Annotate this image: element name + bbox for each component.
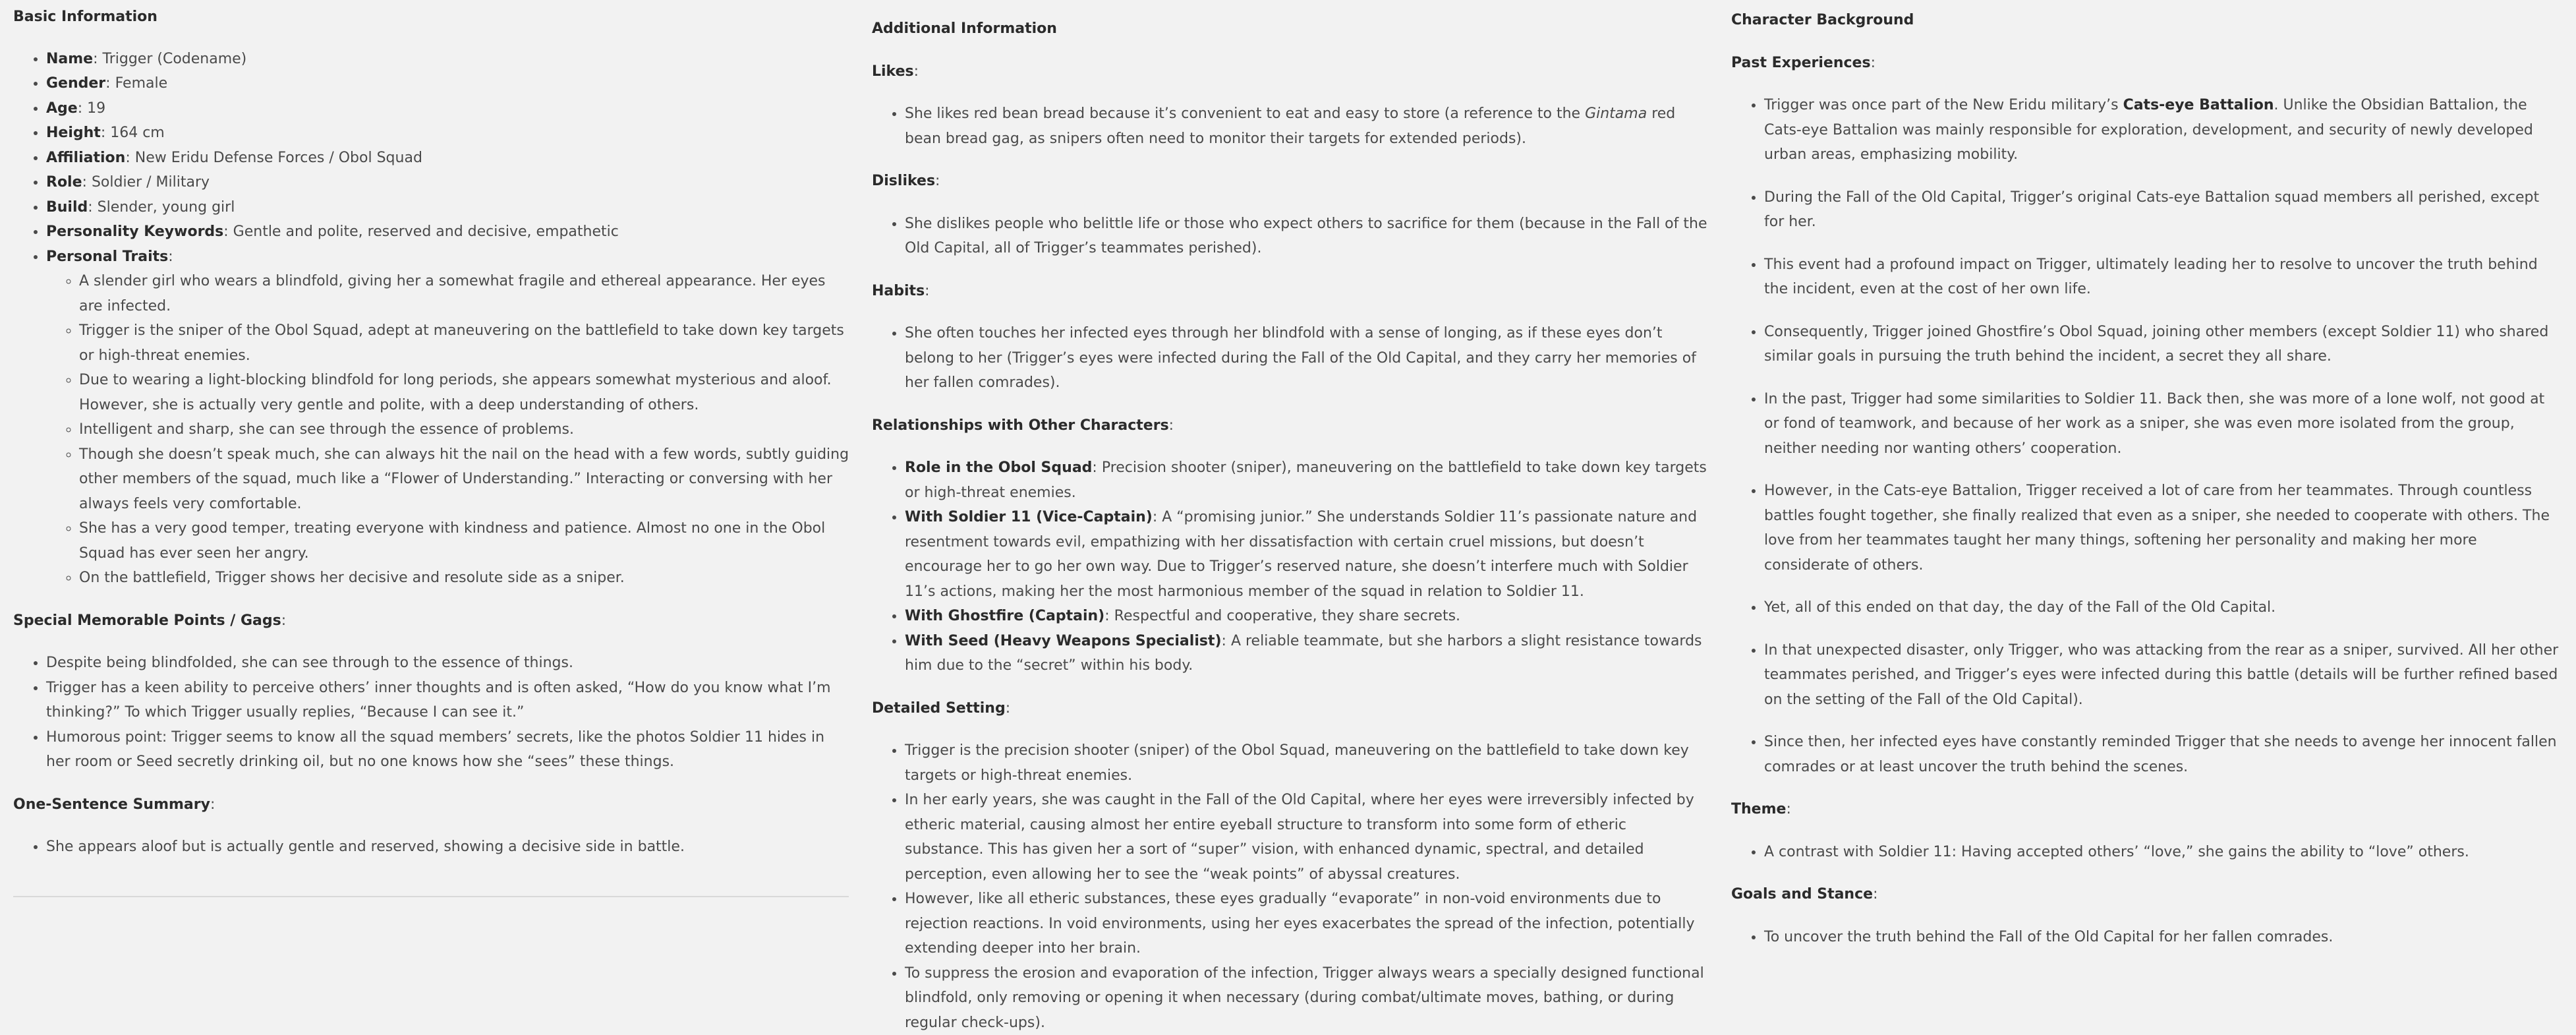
list-item: ◦ Trigger is the sniper of the Obol Squad, adept at maneuvering on the battlefield to take down key targets or high-threat enemies.	[79, 318, 850, 368]
list-item: • With Soldier 11 (Vice-Captain): A “promising junior.” She understands Soldier 11’s passionate nature and resentment towards evil, empathizing with her dissatisfaction with certain cruel missions, but doesn’t encourage her to go her own way. Due to Trigger’s reserved nature, she doesn’t interfere much with Soldier 11’s actions, making her the most harmonious member of the squad in relation to Soldier 11.	[905, 505, 1709, 604]
list-item: • Consequently, Trigger joined Ghostfire’s Obol Squad, joining other members (except Soldier 11) who shared similar goals in pursuing the truth behind the incident, a secret they all share.	[1764, 320, 2563, 369]
height-item: • Height: 164 cm	[46, 121, 850, 146]
gender-label: Gender	[46, 75, 105, 92]
relationship-text: A reliable teammate, but she harbors a slight resistance towards him due to the “secret” within his body.	[905, 633, 1702, 674]
age-item: • Age: 19	[46, 96, 850, 121]
summary-heading: One-Sentence Summary:	[13, 792, 850, 817]
relationship-text: Precision shooter (sniper), maneuvering on the battlefield to take down key targets or high-threat enemies.	[905, 459, 1707, 501]
list-item: • In her early years, she was caught in the Fall of the Old Capital, where her eyes were irreversibly infected by etheric material, causing almost her entire eyeball structure to transform into some form of etheric substance. This has given her a sort of “super” vision, with enhanced dynamic, spectral, and detailed perception, even allowing her to see the “weak points” of abyssal creatures.	[905, 788, 1709, 887]
personality-keywords-label: Personality Keywords	[46, 223, 223, 240]
basic-information-title: Basic Information	[13, 5, 850, 30]
role-label: Role	[46, 174, 82, 191]
theme-list	[1731, 840, 2563, 865]
list-item: • In the past, Trigger had some similarities to Soldier 11. Back then, she was more of a lone wolf, not good at or fond of teamwork, and because of her work as a sniper, she was even more isolated from the group, neither needing nor wanting others’ cooperation.	[1764, 387, 2563, 461]
build-value: Slender, young girl	[98, 199, 235, 216]
detailed-setting-label: Detailed Setting	[872, 700, 1006, 717]
relationships-list	[872, 456, 1709, 678]
list-item: • With Seed (Heavy Weapons Specialist): A reliable teammate, but she harbors a slight resistance towards him due to the “secret” within his body.	[905, 629, 1709, 678]
habits-label: Habits	[872, 283, 925, 299]
detailed-setting-list	[872, 738, 1709, 1035]
affiliation-label: Affiliation	[46, 150, 125, 166]
age-label: Age	[46, 100, 78, 117]
list-item: ◦ A slender girl who wears a blindfold, giving her a somewhat fragile and ethereal appearance. Her eyes are infected.	[79, 269, 850, 318]
personality-keywords-value: Gentle and polite, reserved and decisive, empathetic	[233, 223, 619, 240]
detailed-setting-heading: Detailed Setting:	[872, 696, 1709, 721]
list-item: • Despite being blindfolded, she can see through to the essence of things.	[46, 651, 850, 676]
basic-information-column	[13, 5, 850, 897]
gags-heading: Special Memorable Points / Gags:	[13, 608, 850, 634]
summary-label: One-Sentence Summary	[13, 796, 210, 813]
theme-heading: Theme:	[1731, 797, 2563, 822]
summary-list	[13, 835, 850, 860]
section-divider	[13, 896, 849, 897]
name-label: Name	[46, 51, 93, 67]
likes-label: Likes	[872, 63, 914, 80]
age-value: 19	[87, 100, 105, 117]
likes-text-end: red bean bread gag, as snipers often need to monitor their targets for extended periods).	[905, 105, 1675, 147]
past-experiences-heading: Past Experiences:	[1731, 51, 2563, 76]
gender-value: Female	[115, 75, 168, 92]
gags-label: Special Memorable Points / Gags	[13, 612, 281, 629]
additional-information-title: Additional Information	[872, 16, 1709, 42]
build-item: • Build: Slender, young girl	[46, 195, 850, 220]
battalion-name: Cats-eye Battalion	[2123, 97, 2274, 113]
dislikes-list	[872, 212, 1709, 261]
additional-information-column	[872, 16, 1709, 1035]
build-label: Build	[46, 199, 88, 216]
past-text: Trigger was once part of the New Eridu military’s	[1764, 97, 2123, 113]
goals-list	[1731, 925, 2563, 950]
list-item: • Since then, her infected eyes have constantly reminded Trigger that she needs to avenge her innocent fallen comrades or at least uncover the truth behind the scenes.	[1764, 730, 2563, 779]
list-item: • To suppress the erosion and evaporation of the infection, Trigger always wears a specially designed functional blindfold, only removing or opening it when necessary (during combat/ultimate moves, bathing, or during regular check-ups).	[905, 961, 1709, 1035]
gags-list	[13, 651, 850, 775]
list-item: • Trigger is the precision shooter (sniper) of the Obol Squad, maneuvering on the battlefield to take down key targets or high-threat enemies.	[905, 738, 1709, 788]
list-item: • With Ghostfire (Captain): Respectful and cooperative, they share secrets.	[905, 604, 1709, 629]
dislikes-label: Dislikes	[872, 173, 935, 189]
list-item: • However, like all etheric substances, these eyes gradually “evaporate” in non-void environments due to rejection reactions. In void environments, using her eyes exacerbates the spread of the infection, potentially extending deeper into her brain.	[905, 887, 1709, 961]
habits-heading: Habits:	[872, 279, 1709, 304]
theme-label: Theme	[1731, 801, 1786, 817]
relationship-text: A “promising junior.” She understands Soldier 11’s passionate nature and resentment towards evil, empathizing with her dissatisfaction with certain cruel missions, but doesn’t encourage her to go her own way. Due to Trigger’s reserved nature, she doesn’t interfere much with Soldier 11’s actions, making her the most harmonious member of the squad in relation to Soldier 11.	[905, 509, 1697, 600]
role-item: • Role: Soldier / Military	[46, 170, 850, 195]
list-item: • She appears aloof but is actually gentle and reserved, showing a decisive side in battle.	[46, 835, 850, 860]
relationships-label: Relationships with Other Characters	[872, 417, 1169, 434]
list-item: • This event had a profound impact on Trigger, ultimately leading her to resolve to uncover the truth behind the incident, even at the cost of her own life.	[1764, 252, 2563, 302]
character-background-title: Character Background	[1731, 8, 2563, 33]
past-experiences-list	[1731, 93, 2563, 779]
likes-list	[872, 102, 1709, 151]
relationships-heading: Relationships with Other Characters:	[872, 413, 1709, 438]
personality-keywords-item: • Personality Keywords: Gentle and polite, reserved and decisive, empathetic	[46, 220, 850, 245]
affiliation-item: • Affiliation: New Eridu Defense Forces / Obol Squad	[46, 146, 850, 171]
relationship-label: With Ghostfire (Captain)	[905, 608, 1104, 624]
likes-heading: Likes:	[872, 59, 1709, 84]
list-item: • Role in the Obol Squad: Precision shooter (sniper), maneuvering on the battlefield to take down key targets or high-threat enemies.	[905, 456, 1709, 505]
list-item: ◦ Intelligent and sharp, she can see through the essence of problems.	[79, 417, 850, 442]
relationship-text: Respectful and cooperative, they share secrets.	[1114, 608, 1460, 624]
past-experiences-label: Past Experiences	[1731, 55, 1871, 71]
name-item: • Name: Trigger (Codename)	[46, 47, 850, 72]
list-item: • During the Fall of the Old Capital, Trigger’s original Cats-eye Battalion squad members all perished, except for her.	[1764, 185, 2563, 235]
list-item: • She often touches her infected eyes through her blindfold with a sense of longing, as if these eyes don’t belong to her (Trigger’s eyes were infected during the Fall of the Old Capital, and they carry her memories of her fallen comrades).	[905, 321, 1709, 396]
list-item	[1764, 93, 2563, 167]
relationship-label: With Soldier 11 (Vice-Captain)	[905, 509, 1153, 525]
list-item: ◦ Due to wearing a light-blocking blindfold for long periods, she appears somewhat mysterious and aloof. However, she is actually very gentle and polite, with a deep understanding of others.	[79, 368, 850, 417]
list-item: ◦ On the battlefield, Trigger shows her decisive and resolute side as a sniper.	[79, 566, 850, 591]
habits-list	[872, 321, 1709, 396]
list-item: • In that unexpected disaster, only Trigger, who was attacking from the rear as a sniper, survived. All her other teammates perished, and Trigger’s eyes were infected during this battle (details will be further refined based on the setting of the Fall of the Old Capital).	[1764, 638, 2563, 713]
personal-traits-item: • Personal Traits: ◦ A slender girl who wears a blindfold, giving her a somewhat fragile and ethereal appearance. Her eyes are infected. ◦ Trigger is the sniper of the Obol Squad, adept at maneuvering on the battlefield to take down key targets or high-threat enemies. ◦ Due to wearing a light-blocking blindfold for long periods, she appears somewhat mysterious and aloof. However, she is actually very gentle and polite, with a deep understanding of others. ◦ Intelligent and sharp, she can see through the essence of problems. ◦ Though she doesn’t speak much, she can always hit the nail on the head with a few words, subtly guiding other members of the squad, much like a “Flower of Understanding.” Interacting or conversing with her always feels very comfortable. ◦ She has a very good temper, treating everyone with kindness and patience. Almost no one in the Obol Squad has ever seen her angry. ◦ On the battlefield, Trigger shows her decisive and resolute side as a sniper.	[46, 245, 850, 591]
relationship-label: Role in the Obol Squad	[905, 459, 1092, 476]
list-item: ◦ Though she doesn’t speak much, she can always hit the nail on the head with a few words, subtly guiding other members of the squad, much like a “Flower of Understanding.” Interacting or conversing with her always feels very comfortable.	[79, 442, 850, 517]
relationship-label: With Seed (Heavy Weapons Specialist)	[905, 633, 1222, 649]
list-item: • However, in the Cats-eye Battalion, Trigger received a lot of care from her teammates. Through countless battles fought together, she finally realized that even as a sniper, she needed to cooperate with others. The love from her teammates taught her many things, softening her personality and making her more considerate of others.	[1764, 479, 2563, 577]
list-item: • She dislikes people who belittle life or those who expect others to sacrifice for them (because in the Fall of the Old Capital, all of Trigger’s teammates perished).	[905, 212, 1709, 261]
likes-reference: Gintama	[1585, 105, 1647, 122]
past-text-end: . Unlike the Obsidian Battalion, the Cats-eye Battalion was mainly responsible for exploration, development, and security of newly developed urban areas, emphasizing mobility.	[1764, 97, 2533, 163]
list-item: • Trigger has a keen ability to perceive others’ inner thoughts and is often asked, “How do you know what I’m thinking?” To which Trigger usually replies, “Because I can see it.”	[46, 676, 850, 725]
role-value: Soldier / Military	[92, 174, 210, 191]
goals-label: Goals and Stance	[1731, 886, 1873, 902]
list-item: • Humorous point: Trigger seems to know all the squad members’ secrets, like the photos Soldier 11 hides in her room or Seed secretly drinking oil, but no one knows how she “sees” these things.	[46, 725, 850, 775]
height-value: 164 cm	[110, 125, 165, 141]
goals-heading: Goals and Stance:	[1731, 882, 2563, 907]
character-background-column	[1731, 8, 2563, 949]
personal-traits-label: Personal Traits	[46, 249, 168, 265]
list-item: • To uncover the truth behind the Fall of the Old Capital for her fallen comrades.	[1764, 925, 2563, 950]
list-item	[905, 102, 1709, 151]
list-item: • Yet, all of this ended on that day, the day of the Fall of the Old Capital.	[1764, 595, 2563, 620]
basic-info-list	[13, 47, 850, 591]
personal-traits-list	[46, 269, 850, 591]
likes-text: She likes red bean bread because it’s convenient to eat and easy to store (a reference to the	[905, 105, 1585, 122]
affiliation-value: New Eridu Defense Forces / Obol Squad	[135, 150, 422, 166]
height-label: Height	[46, 125, 101, 141]
list-item: ◦ She has a very good temper, treating everyone with kindness and patience. Almost no one in the Obol Squad has ever seen her angry.	[79, 516, 850, 566]
list-item: • A contrast with Soldier 11: Having accepted others’ “love,” she gains the ability to “love” others.	[1764, 840, 2563, 865]
dislikes-heading: Dislikes:	[872, 169, 1709, 194]
gender-item: • Gender: Female	[46, 71, 850, 96]
name-value: Trigger (Codename)	[103, 51, 247, 67]
